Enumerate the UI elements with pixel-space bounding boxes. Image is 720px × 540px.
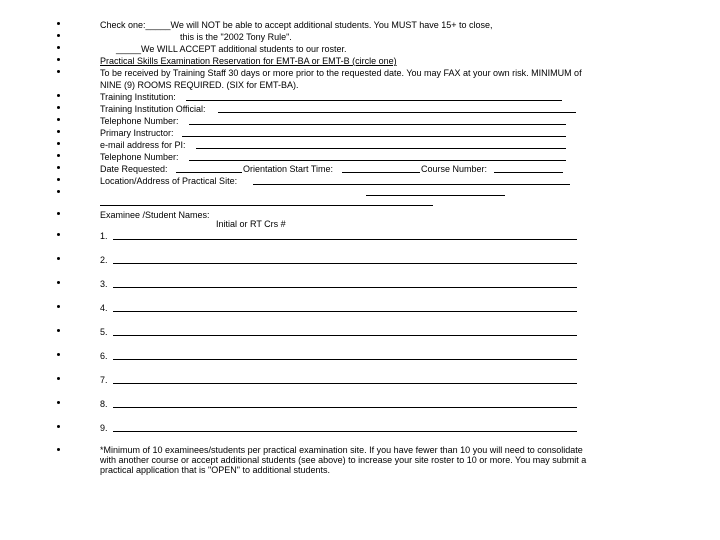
location-label: Location/Address of Practical Site:	[100, 176, 238, 186]
notice-line-1: To be received by Training Staff 30 days or more prior to the requested date. You may FAX at your own risk. MINIMUM of	[100, 68, 582, 78]
title-row	[0, 55, 720, 67]
examinee-row	[0, 398, 720, 410]
examinee-number: 9.	[100, 423, 108, 433]
bullet-icon	[57, 154, 60, 157]
examinee-row	[0, 278, 720, 290]
notice-row	[0, 67, 720, 79]
form-title: Practical Skills Examination Reservation for EMT-BA or EMT-B (circle one)	[100, 56, 397, 66]
location-field-3[interactable]	[100, 205, 433, 206]
instructor-label: Primary Instructor:	[100, 128, 174, 138]
check-one-text: Check one:_____We will NOT be able to accept additional students. You MUST have 15+ to close,	[100, 20, 493, 30]
orientation-field[interactable]	[342, 172, 420, 173]
examinee-field[interactable]	[113, 263, 577, 264]
bullet-icon	[57, 106, 60, 109]
notice-line-2: NINE (9) ROOMS REQUIRED. (SIX for EMT-BA).	[100, 80, 299, 90]
check-one-row	[0, 19, 720, 31]
bullet-icon	[57, 329, 60, 332]
footnote-line-3: practical application that is "OPEN" to additional students.	[100, 465, 331, 475]
official-label: Training Institution Official:	[100, 104, 206, 114]
email-label: e-mail address for PI:	[100, 140, 186, 150]
institution-field[interactable]	[186, 100, 562, 101]
telephone-2-row	[0, 151, 720, 163]
notice-row-2	[0, 79, 720, 91]
bullet-icon	[57, 166, 60, 169]
examinee-number: 1.	[100, 231, 108, 241]
bullet-icon	[57, 22, 60, 25]
bullet-icon	[57, 305, 60, 308]
bullet-icon	[57, 401, 60, 404]
examinee-field[interactable]	[113, 359, 577, 360]
telephone-row	[0, 115, 720, 127]
examinee-field[interactable]	[113, 383, 577, 384]
examinee-row	[0, 302, 720, 314]
official-field[interactable]	[218, 112, 576, 113]
location-continued-row	[0, 187, 720, 199]
bullet-icon	[57, 212, 60, 215]
bullet-icon	[57, 118, 60, 121]
bullet-icon	[57, 281, 60, 284]
examinee-number: 8.	[100, 399, 108, 409]
date-row	[0, 163, 720, 175]
examinee-field[interactable]	[113, 239, 577, 240]
examinee-row	[0, 326, 720, 338]
tony-rule-text: this is the "2002 Tony Rule".	[180, 32, 292, 42]
bullet-icon	[57, 34, 60, 37]
bullet-icon	[57, 353, 60, 356]
bullet-icon	[57, 257, 60, 260]
examinee-number: 7.	[100, 375, 108, 385]
examinee-field[interactable]	[113, 407, 577, 408]
examinee-row	[0, 230, 720, 242]
examinee-number: 2.	[100, 255, 108, 265]
telephone-2-label: Telephone Number:	[100, 152, 179, 162]
course-number-field[interactable]	[494, 172, 563, 173]
bullet-icon	[57, 142, 60, 145]
examinee-number: 6.	[100, 351, 108, 361]
orientation-label: Orientation Start Time:	[243, 164, 334, 174]
telephone-label: Telephone Number:	[100, 116, 179, 126]
footnote-row-3	[0, 465, 720, 477]
date-field[interactable]	[176, 172, 242, 173]
tony-rule-row	[0, 31, 720, 43]
instructor-field[interactable]	[182, 136, 566, 137]
course-number-label: Course Number:	[421, 164, 488, 174]
footnote-line-1: *Minimum of 10 examinees/students per practical examination site. If you have fewer than 10 you will need to consolidate	[100, 445, 583, 455]
bullet-icon	[57, 58, 60, 61]
bullet-icon	[57, 94, 60, 97]
location-field[interactable]	[253, 184, 570, 185]
examinee-number: 4.	[100, 303, 108, 313]
examinees-sublabel: Initial or RT Crs #	[216, 219, 286, 229]
accept-text: _____We WILL ACCEPT additional students to our roster.	[116, 44, 347, 54]
instructor-row	[0, 127, 720, 139]
telephone-2-field[interactable]	[189, 160, 566, 161]
bullet-icon	[57, 190, 60, 193]
examinee-row	[0, 254, 720, 266]
date-label: Date Requested:	[100, 164, 168, 174]
examinee-row	[0, 350, 720, 362]
examinee-number: 5.	[100, 327, 108, 337]
bullet-icon	[57, 46, 60, 49]
footnote-line-2: with another course or accept additional students (see above) to increase your site roster to 10 or more. You may submit a	[100, 455, 587, 465]
examinee-field[interactable]	[113, 287, 577, 288]
institution-row	[0, 91, 720, 103]
bullet-icon	[57, 70, 60, 73]
examinee-number: 3.	[100, 279, 108, 289]
official-row	[0, 103, 720, 115]
bullet-icon	[57, 425, 60, 428]
examinee-row	[0, 422, 720, 434]
examinee-row	[0, 374, 720, 386]
examinees-subheader-row	[0, 218, 720, 230]
examinee-field[interactable]	[113, 311, 577, 312]
bullet-icon	[57, 130, 60, 133]
location-field-2[interactable]	[366, 195, 505, 196]
telephone-field[interactable]	[189, 124, 566, 125]
examinee-field[interactable]	[113, 431, 577, 432]
bullet-icon	[57, 448, 60, 451]
bullet-icon	[57, 377, 60, 380]
email-row	[0, 139, 720, 151]
examinees-label: Examinee /Student Names:	[100, 210, 210, 220]
location-row	[0, 175, 720, 187]
bullet-icon	[57, 233, 60, 236]
institution-label: Training Institution:	[100, 92, 176, 102]
email-field[interactable]	[196, 148, 566, 149]
examinee-field[interactable]	[113, 335, 577, 336]
accept-row	[0, 43, 720, 55]
bullet-icon	[57, 178, 60, 181]
